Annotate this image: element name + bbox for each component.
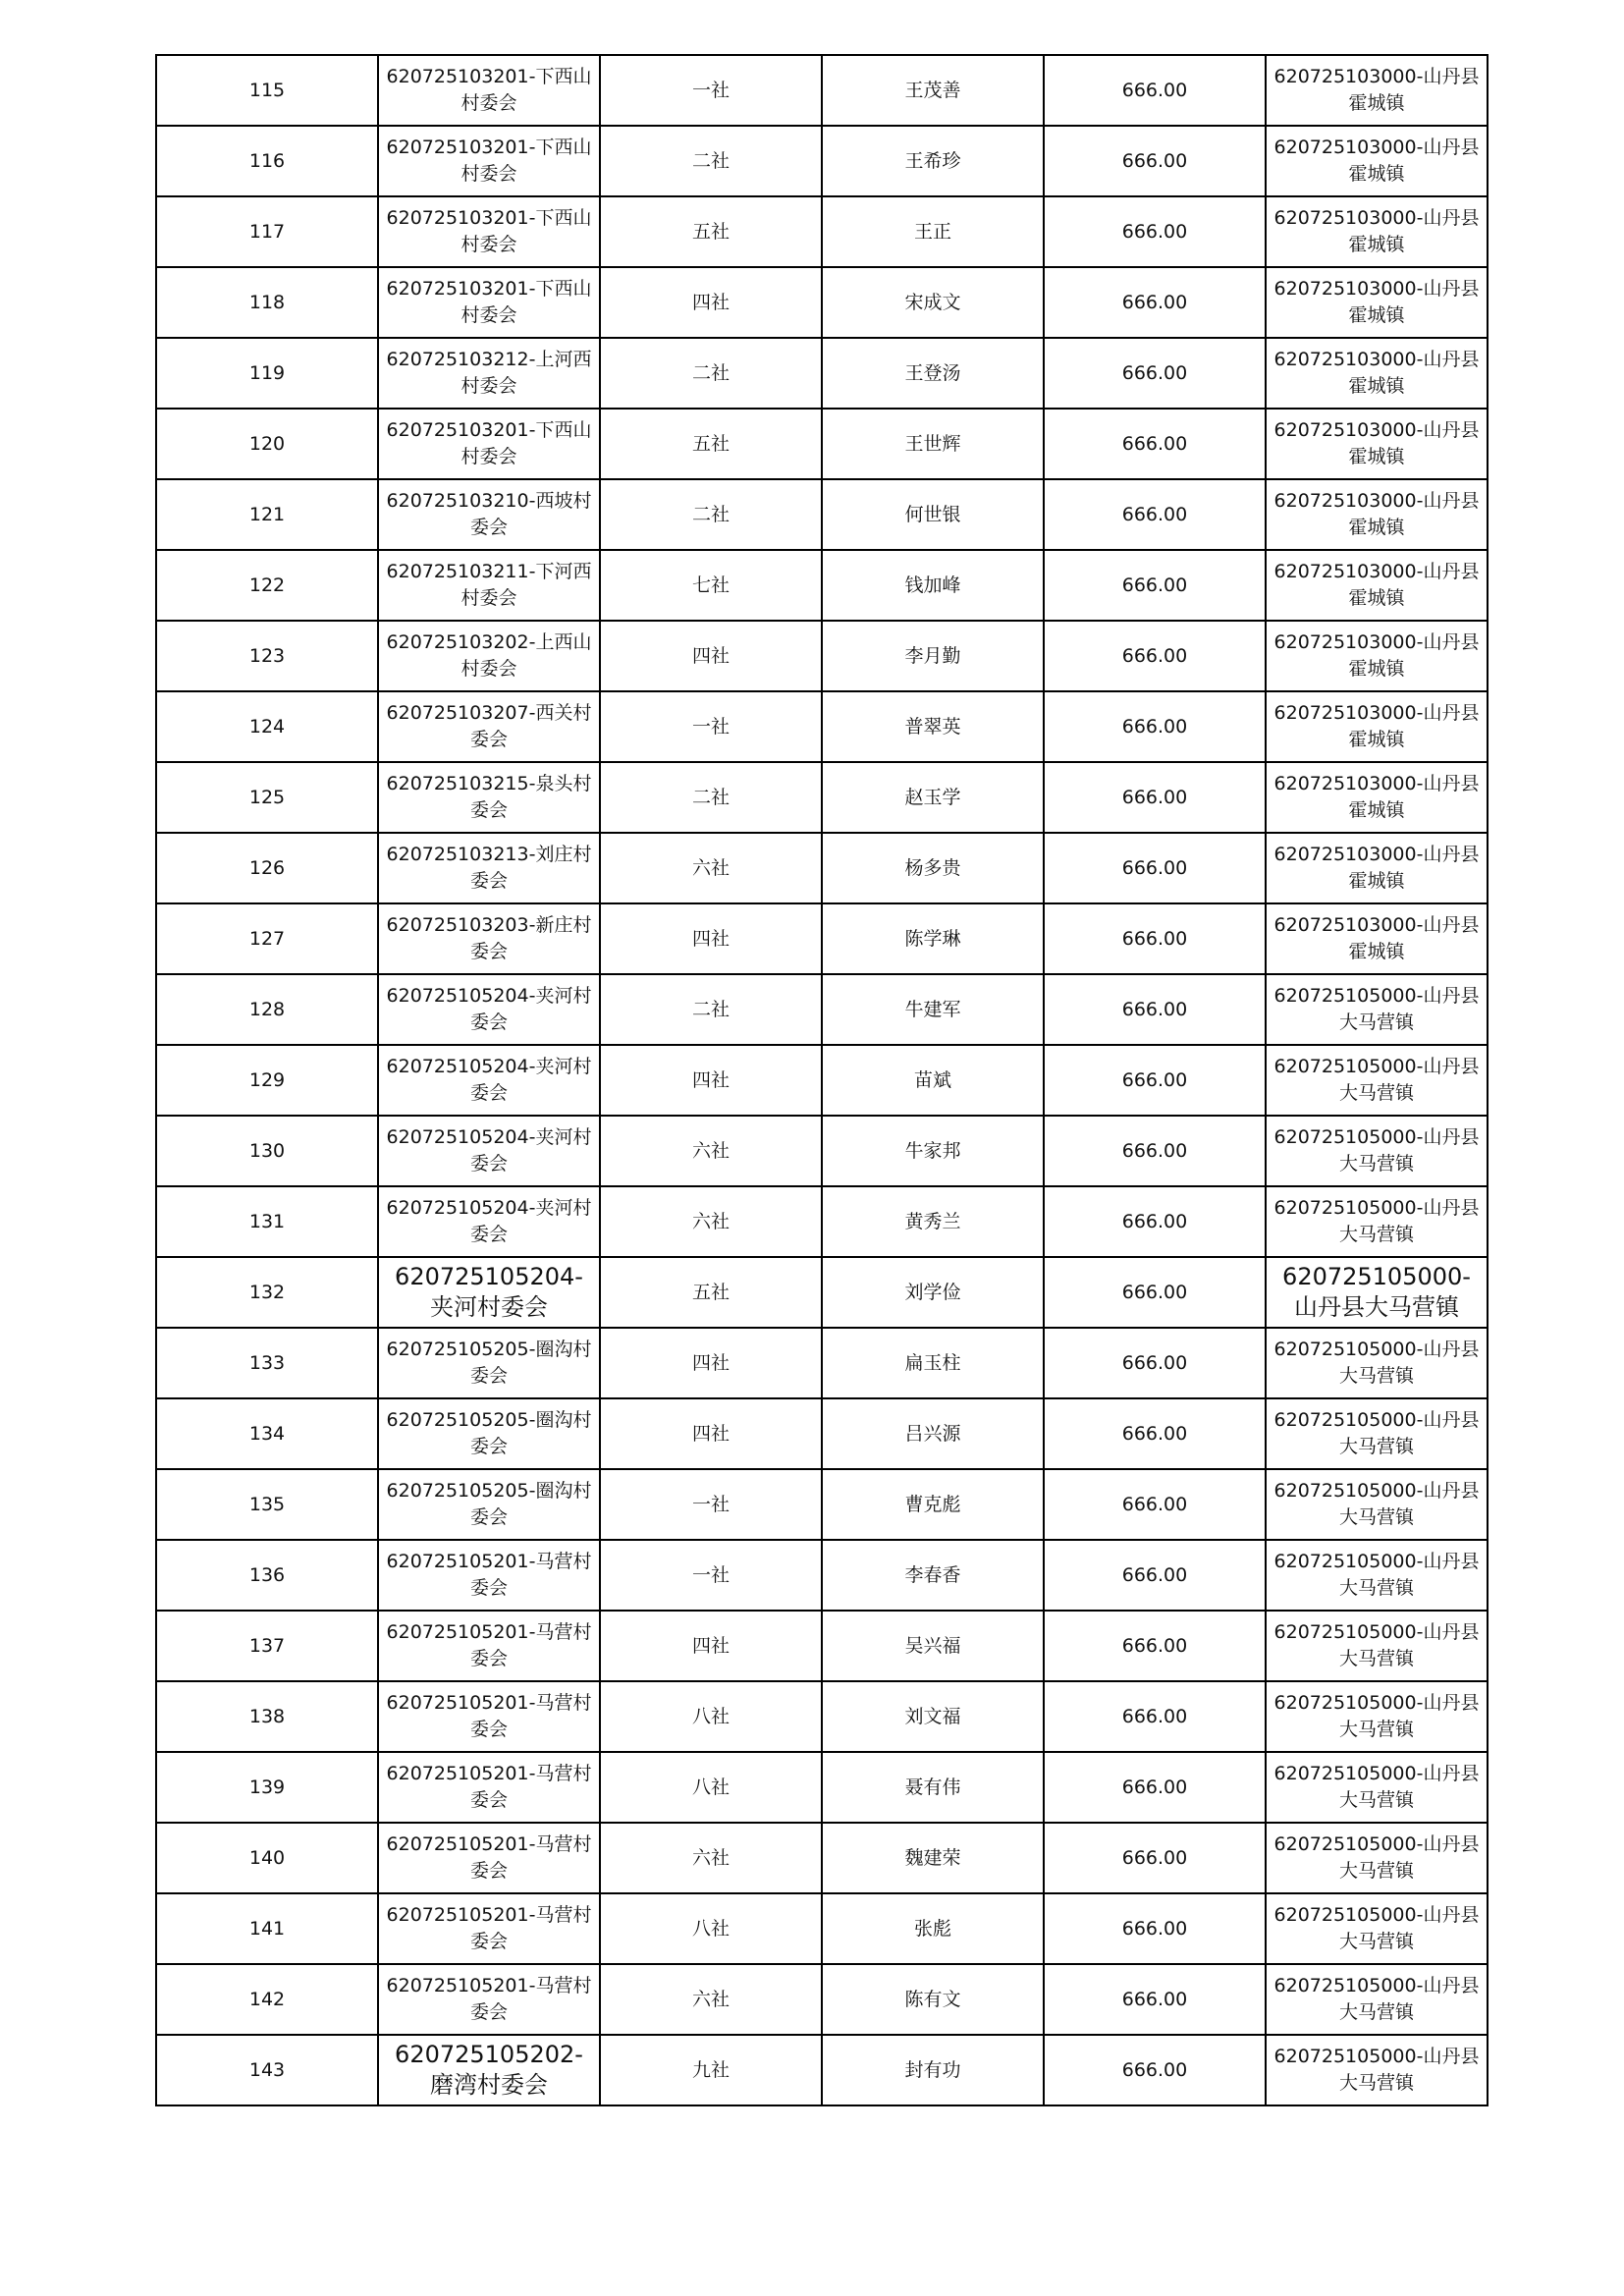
person-name-cell: 牛建军 [822, 974, 1044, 1045]
table-row [156, 196, 1488, 267]
amount-cell: 666.00 [1044, 1611, 1266, 1681]
person-name-cell: 宋成文 [822, 267, 1044, 338]
village-committee-cell: 620725105201-马营村委会 [378, 1964, 600, 2035]
serial-number-cell: 140 [156, 1823, 378, 1893]
amount-cell: 666.00 [1044, 338, 1266, 409]
table-row [156, 691, 1488, 762]
village-committee-cell: 620725103215-泉头村委会 [378, 762, 600, 833]
amount-cell: 666.00 [1044, 1045, 1266, 1116]
table-row [156, 126, 1488, 196]
village-group-cell: 五社 [600, 196, 822, 267]
serial-number-cell: 132 [156, 1257, 378, 1328]
serial-number-cell: 124 [156, 691, 378, 762]
serial-number-cell: 122 [156, 550, 378, 621]
person-name-cell: 扁玉柱 [822, 1328, 1044, 1398]
town-cell: 620725105000-山丹县大马营镇 [1266, 1964, 1488, 2035]
village-group-cell: 六社 [600, 1964, 822, 2035]
town-cell: 620725105000-山丹县大马营镇 [1266, 1116, 1488, 1186]
serial-number-cell: 126 [156, 833, 378, 903]
village-committee-cell: 620725103213-刘庄村委会 [378, 833, 600, 903]
serial-number-cell: 119 [156, 338, 378, 409]
table-row [156, 1116, 1488, 1186]
person-name-cell: 刘文福 [822, 1681, 1044, 1752]
table-row [156, 2035, 1488, 2105]
table-row [156, 1469, 1488, 1540]
village-committee-cell: 620725105205-圈沟村委会 [378, 1328, 600, 1398]
village-group-cell: 四社 [600, 621, 822, 691]
town-cell: 620725103000-山丹县霍城镇 [1266, 691, 1488, 762]
village-committee-cell: 620725105204-夹河村委会 [378, 1045, 600, 1116]
serial-number-cell: 142 [156, 1964, 378, 2035]
table-row [156, 833, 1488, 903]
village-group-cell: 九社 [600, 2035, 822, 2105]
amount-cell: 666.00 [1044, 1893, 1266, 1964]
person-name-cell: 李月勤 [822, 621, 1044, 691]
table-row [156, 1823, 1488, 1893]
village-group-cell: 六社 [600, 1823, 822, 1893]
village-committee-cell: 620725103201-下西山村委会 [378, 196, 600, 267]
village-group-cell: 七社 [600, 550, 822, 621]
village-committee-cell: 620725103201-下西山村委会 [378, 409, 600, 479]
village-committee-cell: 620725105201-马营村委会 [378, 1540, 600, 1611]
table-row [156, 1611, 1488, 1681]
village-group-cell: 四社 [600, 1045, 822, 1116]
serial-number-cell: 136 [156, 1540, 378, 1611]
person-name-cell: 王正 [822, 196, 1044, 267]
serial-number-cell: 120 [156, 409, 378, 479]
village-group-cell: 一社 [600, 691, 822, 762]
person-name-cell: 牛家邦 [822, 1116, 1044, 1186]
person-name-cell: 刘学俭 [822, 1257, 1044, 1328]
amount-cell: 666.00 [1044, 267, 1266, 338]
amount-cell: 666.00 [1044, 1328, 1266, 1398]
village-committee-cell: 620725105201-马营村委会 [378, 1893, 600, 1964]
amount-cell: 666.00 [1044, 550, 1266, 621]
village-group-cell: 二社 [600, 479, 822, 550]
village-committee-cell: 620725103211-下河西村委会 [378, 550, 600, 621]
town-cell: 620725105000-山丹县大马营镇 [1266, 1045, 1488, 1116]
village-group-cell: 六社 [600, 1186, 822, 1257]
town-cell: 620725105000-山丹县大马营镇 [1266, 1186, 1488, 1257]
town-cell: 620725103000-山丹县霍城镇 [1266, 479, 1488, 550]
person-name-cell: 陈有文 [822, 1964, 1044, 2035]
serial-number-cell: 128 [156, 974, 378, 1045]
amount-cell: 666.00 [1044, 126, 1266, 196]
serial-number-cell: 125 [156, 762, 378, 833]
village-committee-cell: 620725103210-西坡村委会 [378, 479, 600, 550]
town-cell: 620725105000-山丹县大马营镇 [1266, 1257, 1488, 1328]
village-group-cell: 四社 [600, 903, 822, 974]
village-group-cell: 四社 [600, 1398, 822, 1469]
amount-cell: 666.00 [1044, 1540, 1266, 1611]
serial-number-cell: 130 [156, 1116, 378, 1186]
serial-number-cell: 139 [156, 1752, 378, 1823]
amount-cell: 666.00 [1044, 1964, 1266, 2035]
table-row [156, 1681, 1488, 1752]
town-cell: 620725103000-山丹县霍城镇 [1266, 409, 1488, 479]
table-row [156, 1752, 1488, 1823]
person-name-cell: 普翠英 [822, 691, 1044, 762]
village-group-cell: 四社 [600, 1611, 822, 1681]
village-committee-cell: 620725103203-新庄村委会 [378, 903, 600, 974]
amount-cell: 666.00 [1044, 1681, 1266, 1752]
town-cell: 620725105000-山丹县大马营镇 [1266, 1611, 1488, 1681]
amount-cell: 666.00 [1044, 479, 1266, 550]
village-committee-cell: 620725103212-上河西村委会 [378, 338, 600, 409]
person-name-cell: 曹克彪 [822, 1469, 1044, 1540]
person-name-cell: 何世银 [822, 479, 1044, 550]
serial-number-cell: 141 [156, 1893, 378, 1964]
amount-cell: 666.00 [1044, 903, 1266, 974]
serial-number-cell: 115 [156, 55, 378, 126]
village-committee-cell: 620725103201-下西山村委会 [378, 267, 600, 338]
village-committee-cell: 620725105202-磨湾村委会 [378, 2035, 600, 2105]
village-group-cell: 四社 [600, 267, 822, 338]
amount-cell: 666.00 [1044, 1823, 1266, 1893]
table-row [156, 550, 1488, 621]
amount-cell: 666.00 [1044, 833, 1266, 903]
serial-number-cell: 129 [156, 1045, 378, 1116]
amount-cell: 666.00 [1044, 974, 1266, 1045]
village-group-cell: 二社 [600, 974, 822, 1045]
town-cell: 620725105000-山丹县大马营镇 [1266, 2035, 1488, 2105]
village-committee-cell: 620725105201-马营村委会 [378, 1611, 600, 1681]
amount-cell: 666.00 [1044, 1186, 1266, 1257]
town-cell: 620725103000-山丹县霍城镇 [1266, 621, 1488, 691]
town-cell: 620725105000-山丹县大马营镇 [1266, 1752, 1488, 1823]
town-cell: 620725105000-山丹县大马营镇 [1266, 1469, 1488, 1540]
person-name-cell: 聂有伟 [822, 1752, 1044, 1823]
table-row [156, 621, 1488, 691]
village-group-cell: 二社 [600, 126, 822, 196]
person-name-cell: 黄秀兰 [822, 1186, 1044, 1257]
town-cell: 620725105000-山丹县大马营镇 [1266, 1893, 1488, 1964]
person-name-cell: 吕兴源 [822, 1398, 1044, 1469]
person-name-cell: 陈学琳 [822, 903, 1044, 974]
table-row [156, 479, 1488, 550]
village-committee-cell: 620725105204-夹河村委会 [378, 1116, 600, 1186]
village-group-cell: 四社 [600, 1328, 822, 1398]
village-group-cell: 八社 [600, 1893, 822, 1964]
town-cell: 620725103000-山丹县霍城镇 [1266, 126, 1488, 196]
table-row [156, 1328, 1488, 1398]
table-row [156, 1186, 1488, 1257]
person-name-cell: 张彪 [822, 1893, 1044, 1964]
town-cell: 620725103000-山丹县霍城镇 [1266, 833, 1488, 903]
table-row [156, 409, 1488, 479]
person-name-cell: 王世辉 [822, 409, 1044, 479]
amount-cell: 666.00 [1044, 55, 1266, 126]
town-cell: 620725103000-山丹县霍城镇 [1266, 338, 1488, 409]
amount-cell: 666.00 [1044, 621, 1266, 691]
person-name-cell: 吴兴福 [822, 1611, 1044, 1681]
serial-number-cell: 135 [156, 1469, 378, 1540]
serial-number-cell: 127 [156, 903, 378, 974]
town-cell: 620725105000-山丹县大马营镇 [1266, 1681, 1488, 1752]
town-cell: 620725105000-山丹县大马营镇 [1266, 1398, 1488, 1469]
person-name-cell: 王希珍 [822, 126, 1044, 196]
village-committee-cell: 620725105201-马营村委会 [378, 1681, 600, 1752]
town-cell: 620725105000-山丹县大马营镇 [1266, 974, 1488, 1045]
person-name-cell: 王茂善 [822, 55, 1044, 126]
town-cell: 620725103000-山丹县霍城镇 [1266, 762, 1488, 833]
serial-number-cell: 138 [156, 1681, 378, 1752]
village-committee-cell: 620725105204-夹河村委会 [378, 974, 600, 1045]
town-cell: 620725103000-山丹县霍城镇 [1266, 903, 1488, 974]
amount-cell: 666.00 [1044, 691, 1266, 762]
serial-number-cell: 131 [156, 1186, 378, 1257]
village-group-cell: 二社 [600, 338, 822, 409]
village-group-cell: 一社 [600, 1469, 822, 1540]
amount-cell: 666.00 [1044, 409, 1266, 479]
village-group-cell: 八社 [600, 1752, 822, 1823]
serial-number-cell: 123 [156, 621, 378, 691]
table-row [156, 1893, 1488, 1964]
village-group-cell: 六社 [600, 1116, 822, 1186]
table-row [156, 55, 1488, 126]
serial-number-cell: 116 [156, 126, 378, 196]
village-committee-cell: 620725103201-下西山村委会 [378, 126, 600, 196]
person-name-cell: 李春香 [822, 1540, 1044, 1611]
amount-cell: 666.00 [1044, 762, 1266, 833]
table-row [156, 1257, 1488, 1328]
serial-number-cell: 137 [156, 1611, 378, 1681]
village-committee-cell: 620725105204-夹河村委会 [378, 1257, 600, 1328]
village-committee-cell: 620725103201-下西山村委会 [378, 55, 600, 126]
person-name-cell: 钱加峰 [822, 550, 1044, 621]
village-group-cell: 八社 [600, 1681, 822, 1752]
village-committee-cell: 620725105205-圈沟村委会 [378, 1469, 600, 1540]
serial-number-cell: 117 [156, 196, 378, 267]
village-committee-cell: 620725105201-马营村委会 [378, 1823, 600, 1893]
serial-number-cell: 143 [156, 2035, 378, 2105]
table-row [156, 1540, 1488, 1611]
person-name-cell: 赵玉学 [822, 762, 1044, 833]
amount-cell: 666.00 [1044, 1398, 1266, 1469]
town-cell: 620725103000-山丹县霍城镇 [1266, 55, 1488, 126]
town-cell: 620725105000-山丹县大马营镇 [1266, 1328, 1488, 1398]
town-cell: 620725103000-山丹县霍城镇 [1266, 267, 1488, 338]
amount-cell: 666.00 [1044, 196, 1266, 267]
town-cell: 620725103000-山丹县霍城镇 [1266, 196, 1488, 267]
person-name-cell: 王登汤 [822, 338, 1044, 409]
subsidy-roster-table [155, 54, 1489, 2106]
serial-number-cell: 134 [156, 1398, 378, 1469]
table-row [156, 974, 1488, 1045]
village-group-cell: 一社 [600, 55, 822, 126]
village-group-cell: 五社 [600, 409, 822, 479]
village-committee-cell: 620725105201-马营村委会 [378, 1752, 600, 1823]
amount-cell: 666.00 [1044, 1752, 1266, 1823]
amount-cell: 666.00 [1044, 2035, 1266, 2105]
person-name-cell: 杨多贵 [822, 833, 1044, 903]
town-cell: 620725105000-山丹县大马营镇 [1266, 1540, 1488, 1611]
table-row [156, 267, 1488, 338]
serial-number-cell: 121 [156, 479, 378, 550]
serial-number-cell: 133 [156, 1328, 378, 1398]
village-group-cell: 二社 [600, 762, 822, 833]
village-committee-cell: 620725105204-夹河村委会 [378, 1186, 600, 1257]
table-row [156, 903, 1488, 974]
village-group-cell: 一社 [600, 1540, 822, 1611]
table-row [156, 762, 1488, 833]
amount-cell: 666.00 [1044, 1116, 1266, 1186]
village-committee-cell: 620725103207-西关村委会 [378, 691, 600, 762]
table-row [156, 338, 1488, 409]
table-row [156, 1398, 1488, 1469]
village-group-cell: 五社 [600, 1257, 822, 1328]
amount-cell: 666.00 [1044, 1257, 1266, 1328]
table-row [156, 1964, 1488, 2035]
table-body [156, 55, 1488, 2105]
amount-cell: 666.00 [1044, 1469, 1266, 1540]
table-row [156, 1045, 1488, 1116]
person-name-cell: 封有功 [822, 2035, 1044, 2105]
person-name-cell: 魏建荣 [822, 1823, 1044, 1893]
serial-number-cell: 118 [156, 267, 378, 338]
village-group-cell: 六社 [600, 833, 822, 903]
town-cell: 620725105000-山丹县大马营镇 [1266, 1823, 1488, 1893]
town-cell: 620725103000-山丹县霍城镇 [1266, 550, 1488, 621]
village-committee-cell: 620725105205-圈沟村委会 [378, 1398, 600, 1469]
village-committee-cell: 620725103202-上西山村委会 [378, 621, 600, 691]
person-name-cell: 苗斌 [822, 1045, 1044, 1116]
